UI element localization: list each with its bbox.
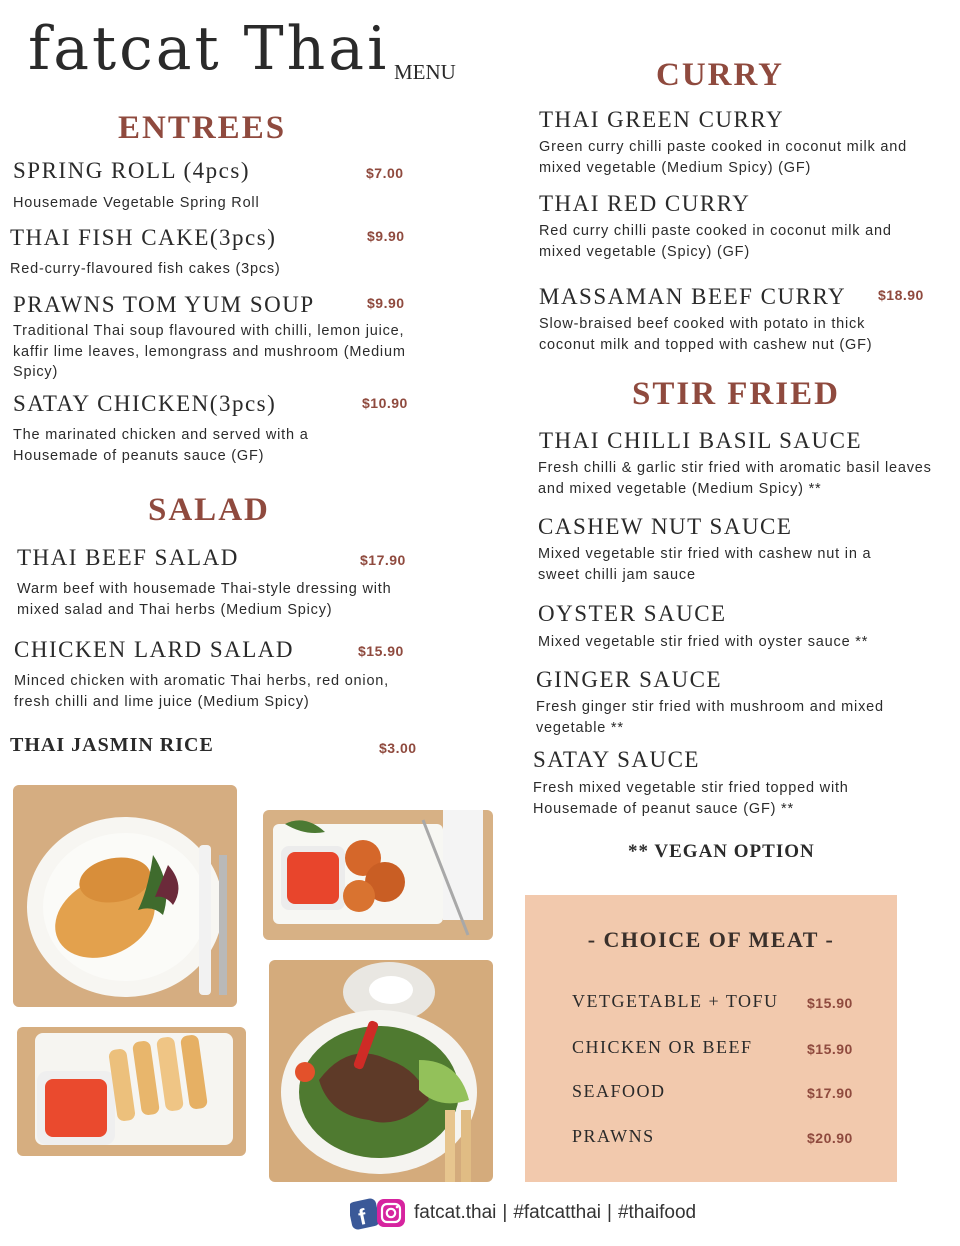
item-description: Fresh ginger stir fried with mushroom and mixed vegetable ** bbox=[536, 699, 884, 736]
social-footer bbox=[350, 1196, 696, 1230]
item-description: The marinated chicken and served with a Housemade of peanuts sauce (GF) bbox=[13, 427, 309, 464]
choice-of-meat-panel bbox=[525, 895, 897, 1182]
item-name: THAI BEEF SALAD bbox=[17, 545, 239, 570]
item-price: $9.90 bbox=[367, 228, 405, 244]
item-name: THAI CHILLI BASIL SAUCE bbox=[539, 428, 863, 453]
meat-name: PRAWNS bbox=[572, 1126, 655, 1146]
brand-title: fatcat Thai bbox=[28, 14, 390, 84]
item-name: CHICKEN LARD SALAD bbox=[14, 637, 294, 662]
item-name: OYSTER SAUCE bbox=[538, 601, 727, 626]
item-description: Fresh mixed vegetable stir fried topped with Housemade of peanut sauce (GF) ** bbox=[533, 780, 849, 817]
item-price: $7.00 bbox=[366, 165, 404, 181]
separator: | bbox=[607, 1202, 612, 1223]
item-description: Green curry chilli paste cooked in coconut milk and mixed vegetable (Medium Spicy) (GF) bbox=[539, 139, 908, 176]
section-title-salad: SALAD bbox=[148, 492, 270, 528]
meat-name: VETGETABLE + TOFU bbox=[572, 991, 779, 1011]
item-price: $3.00 bbox=[379, 740, 417, 756]
item-name: MASSAMAN BEEF CURRY bbox=[539, 284, 847, 309]
item-description: Mixed vegetable stir fried with cashew nut in a sweet chilli jam sauce bbox=[538, 546, 872, 583]
section-title-stir-fried: STIR FRIED bbox=[632, 376, 840, 412]
item-description: Fresh chilli & garlic stir fried with aromatic basil leaves and mixed vegetable (Medium Spicy) ** bbox=[538, 460, 932, 497]
item-name: CASHEW NUT SAUCE bbox=[538, 514, 793, 539]
meat-price: $15.90 bbox=[807, 995, 853, 1011]
item-description: Housemade Vegetable Spring Roll bbox=[13, 195, 260, 211]
photo-fish-cake bbox=[263, 810, 493, 940]
vegan-note: ** VEGAN OPTION bbox=[628, 841, 815, 862]
item-name: THAI GREEN CURRY bbox=[539, 107, 785, 132]
item-name: GINGER SAUCE bbox=[536, 667, 723, 692]
item-price: $15.90 bbox=[358, 643, 404, 659]
item-description: Warm beef with housemade Thai-style dressing with mixed salad and Thai herbs (Medium Spicy) bbox=[17, 581, 392, 618]
item-name: SATAY CHICKEN(3pcs) bbox=[13, 391, 277, 416]
section-title-entrees: ENTREES bbox=[118, 110, 287, 146]
item-name: SPRING ROLL (4pcs) bbox=[13, 158, 250, 183]
photo-spring-roll bbox=[17, 1027, 246, 1156]
separator: | bbox=[502, 1202, 508, 1223]
hashtag[interactable]: #thaifood bbox=[617, 1202, 697, 1223]
item-price: $17.90 bbox=[360, 552, 406, 568]
meat-price: $15.90 bbox=[807, 1041, 853, 1057]
social-handle[interactable]: fatcat.thai bbox=[414, 1202, 497, 1223]
item-description: Red curry chilli paste cooked in coconut milk and mixed vegetable (Spicy) (GF) bbox=[539, 223, 892, 260]
item-name: THAI FISH CAKE(3pcs) bbox=[10, 225, 277, 250]
item-description: Minced chicken with aromatic Thai herbs, red onion, fresh chilli and lime juice (Medium Spicy) bbox=[14, 673, 390, 710]
section-title-curry: CURRY bbox=[656, 57, 784, 93]
item-price: $10.90 bbox=[362, 395, 408, 411]
meat-price: $20.90 bbox=[807, 1130, 853, 1146]
item-name: PRAWNS TOM YUM SOUP bbox=[13, 292, 315, 317]
item-name: THAI JASMIN RICE bbox=[10, 734, 214, 756]
meat-name: CHICKEN OR BEEF bbox=[572, 1037, 753, 1057]
svg-text:f: f bbox=[356, 1203, 369, 1230]
item-name: SATAY SAUCE bbox=[533, 747, 700, 772]
hashtag[interactable]: #fatcatthai bbox=[513, 1202, 601, 1223]
instagram-icon[interactable] bbox=[376, 1198, 406, 1228]
meat-name: SEAFOOD bbox=[572, 1081, 666, 1101]
menu-subtitle: MENU bbox=[394, 60, 456, 84]
item-price: $18.90 bbox=[878, 287, 924, 303]
item-price: $9.90 bbox=[367, 295, 405, 311]
item-description: Traditional Thai soup flavoured with chilli, lemon juice, kaffir lime leaves, lemongrass and mushroom (Medium Spicy) bbox=[13, 323, 406, 380]
meat-price: $17.90 bbox=[807, 1085, 853, 1101]
photo-satay-chicken bbox=[13, 785, 237, 1007]
item-description: Mixed vegetable stir fried with oyster sauce ** bbox=[538, 634, 869, 650]
item-description: Red-curry-flavoured fish cakes (3pcs) bbox=[10, 261, 281, 277]
item-description: Slow-braised beef cooked with potato in thick coconut milk and topped with cashew nut (GF) bbox=[539, 316, 873, 353]
meat-title: - CHOICE OF MEAT - bbox=[587, 927, 835, 952]
photo-beef-salad bbox=[269, 960, 493, 1182]
item-name: THAI RED CURRY bbox=[539, 191, 751, 216]
